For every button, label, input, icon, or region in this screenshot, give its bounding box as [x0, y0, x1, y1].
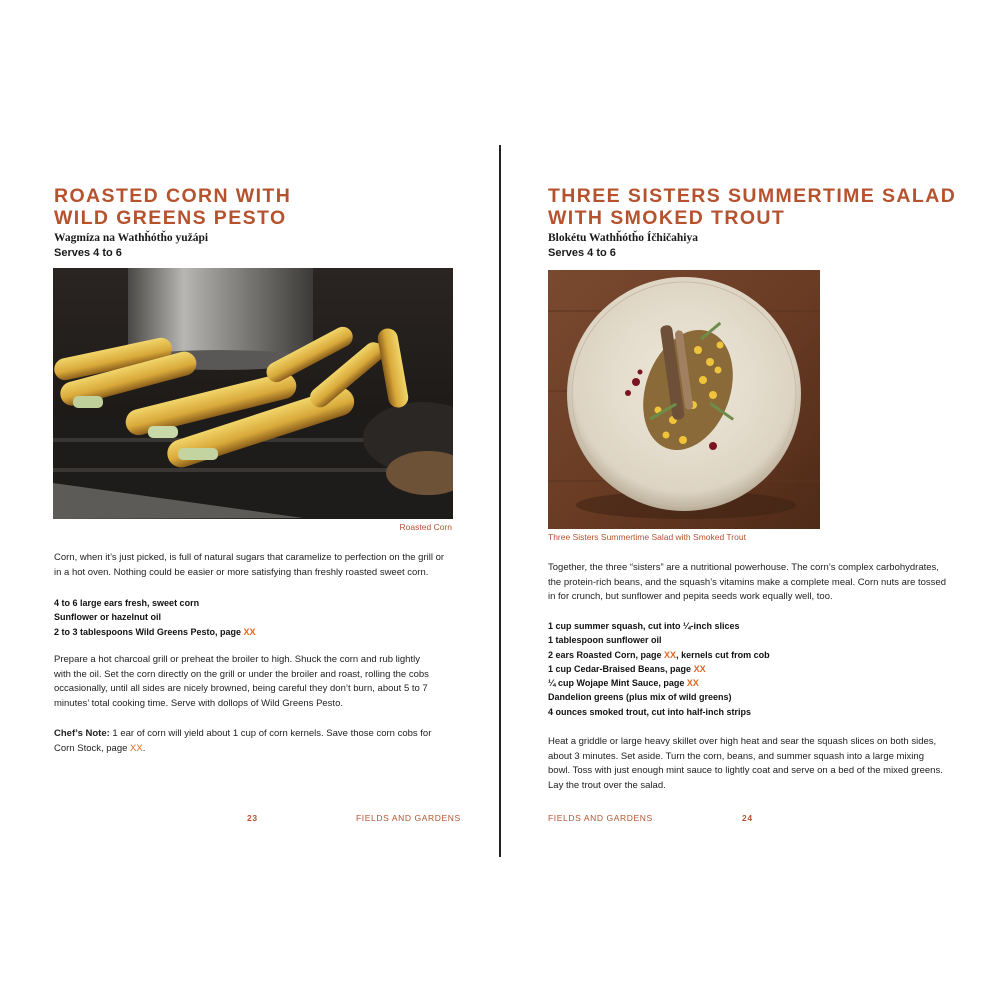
title-line-1: THREE SISTERS SUMMERTIME SALAD	[548, 185, 957, 207]
roasted-corn-photo	[53, 268, 453, 519]
native-name: Blokétu Wathȟótȟo Íčhičahiya	[548, 232, 698, 244]
photo-caption: Roasted Corn	[399, 522, 452, 532]
ingredient-item: ¼ cup Wojape Mint Sauce, page XX	[548, 678, 699, 689]
ingredient-item: 4 ounces smoked trout, cut into half-inch strips	[548, 706, 752, 717]
intro-paragraph: Corn, when it’s just picked, is full of natural sugars that caramelize to perfection on the grill or in a hot oven. Nothing could be easier or more satisfying than freshly roasted sweet corn.	[54, 552, 445, 578]
ingredient-item: 2 ears Roasted Corn, page XX, kernels cut from cob	[548, 649, 770, 660]
section-name: FIELDS AND GARDENS	[356, 813, 461, 823]
ingredient-item: 1 tablespoon sunflower oil	[548, 635, 662, 646]
ingredient-item: 2 to 3 tablespoons Wild Greens Pesto, page XX	[54, 626, 256, 637]
recipe-title	[54, 185, 291, 229]
chefs-note-text: 1 ear of corn will yield about 1 cup of corn kernels. Save those corn cobs for Corn Stock, page	[54, 728, 432, 754]
serves: Serves 4 to 6	[548, 247, 616, 259]
method-paragraph: Heat a griddle or large heavy skillet over high heat and sear the squash slices on both sides, about 3 minutes. Set aside. Turn the corn, beans, and summer squash into a large mixing bowl. Toss with just enough mint sauce to lightly coat and serve on a bed of the mixed greens. Lay the trout over the salad.	[548, 736, 943, 791]
recipe-title	[548, 185, 956, 229]
ingredient-list	[54, 596, 255, 639]
page-number: 23	[247, 813, 258, 823]
page-reference: XX	[664, 649, 677, 660]
page-reference: XX	[693, 663, 706, 674]
salad-image	[548, 270, 820, 529]
intro-paragraph: Together, the three “sisters” are a nutritional powerhouse. The corn’s complex carbohydrates, the protein-rich beans, and the squash’s vitamins make a complete meal. Corn nuts are tossed in for crunch, but sunflower and pepita seeds work equally well, too.	[548, 562, 946, 602]
ingredient-item: Dandelion greens (plus mix of wild greens)	[548, 692, 732, 703]
ingredient-item: Sunflower or hazelnut oil	[54, 612, 162, 623]
photo-caption: Three Sisters Summertime Salad with Smoked Trout	[548, 532, 746, 542]
page-number: 24	[742, 813, 753, 823]
salad-photo	[548, 270, 820, 529]
native-name: Wagmíza na Wathȟótȟo yužápi	[54, 232, 209, 244]
chefs-note: Chef’s Note: 1 ear of corn will yield about 1 cup of corn kernels. Save those corn cobs for Corn Stock, page XX.	[54, 728, 432, 754]
title-line-2: WITH SMOKED TROUT	[548, 207, 786, 229]
title-line-2: WILD GREENS PESTO	[54, 207, 287, 229]
page-reference: XX	[130, 742, 143, 754]
serves: Serves 4 to 6	[54, 247, 122, 259]
page-reference: XX	[243, 626, 256, 637]
roasted-corn-image	[53, 268, 453, 519]
ingredient-list	[548, 619, 770, 719]
ingredient-item: 1 cup Cedar-Braised Beans, page XX	[548, 663, 706, 674]
title-line-1: ROASTED CORN WITH	[54, 185, 292, 207]
ingredient-item: 4 to 6 large ears fresh, sweet corn	[54, 598, 200, 608]
right-page	[500, 0, 1000, 1000]
page-reference: XX	[686, 678, 699, 689]
chefs-note-label: Chef’s Note:	[54, 728, 110, 739]
ingredient-item: 1 cup summer squash, cut into ¼-inch slices	[548, 621, 740, 631]
method-paragraph: Prepare a hot charcoal grill or preheat the broiler to high. Shuck the corn and rub lightly with the oil. Set the corn directly on the grill or under the broiler and roast, rolling the cobs occasionally, until all sides are nicely browned, being careful they don’t burn, about 5 to 7 minutes’ total cooking time. Serve with dollops of Wild Greens Pesto.	[54, 654, 429, 709]
section-name: FIELDS AND GARDENS	[548, 813, 653, 823]
